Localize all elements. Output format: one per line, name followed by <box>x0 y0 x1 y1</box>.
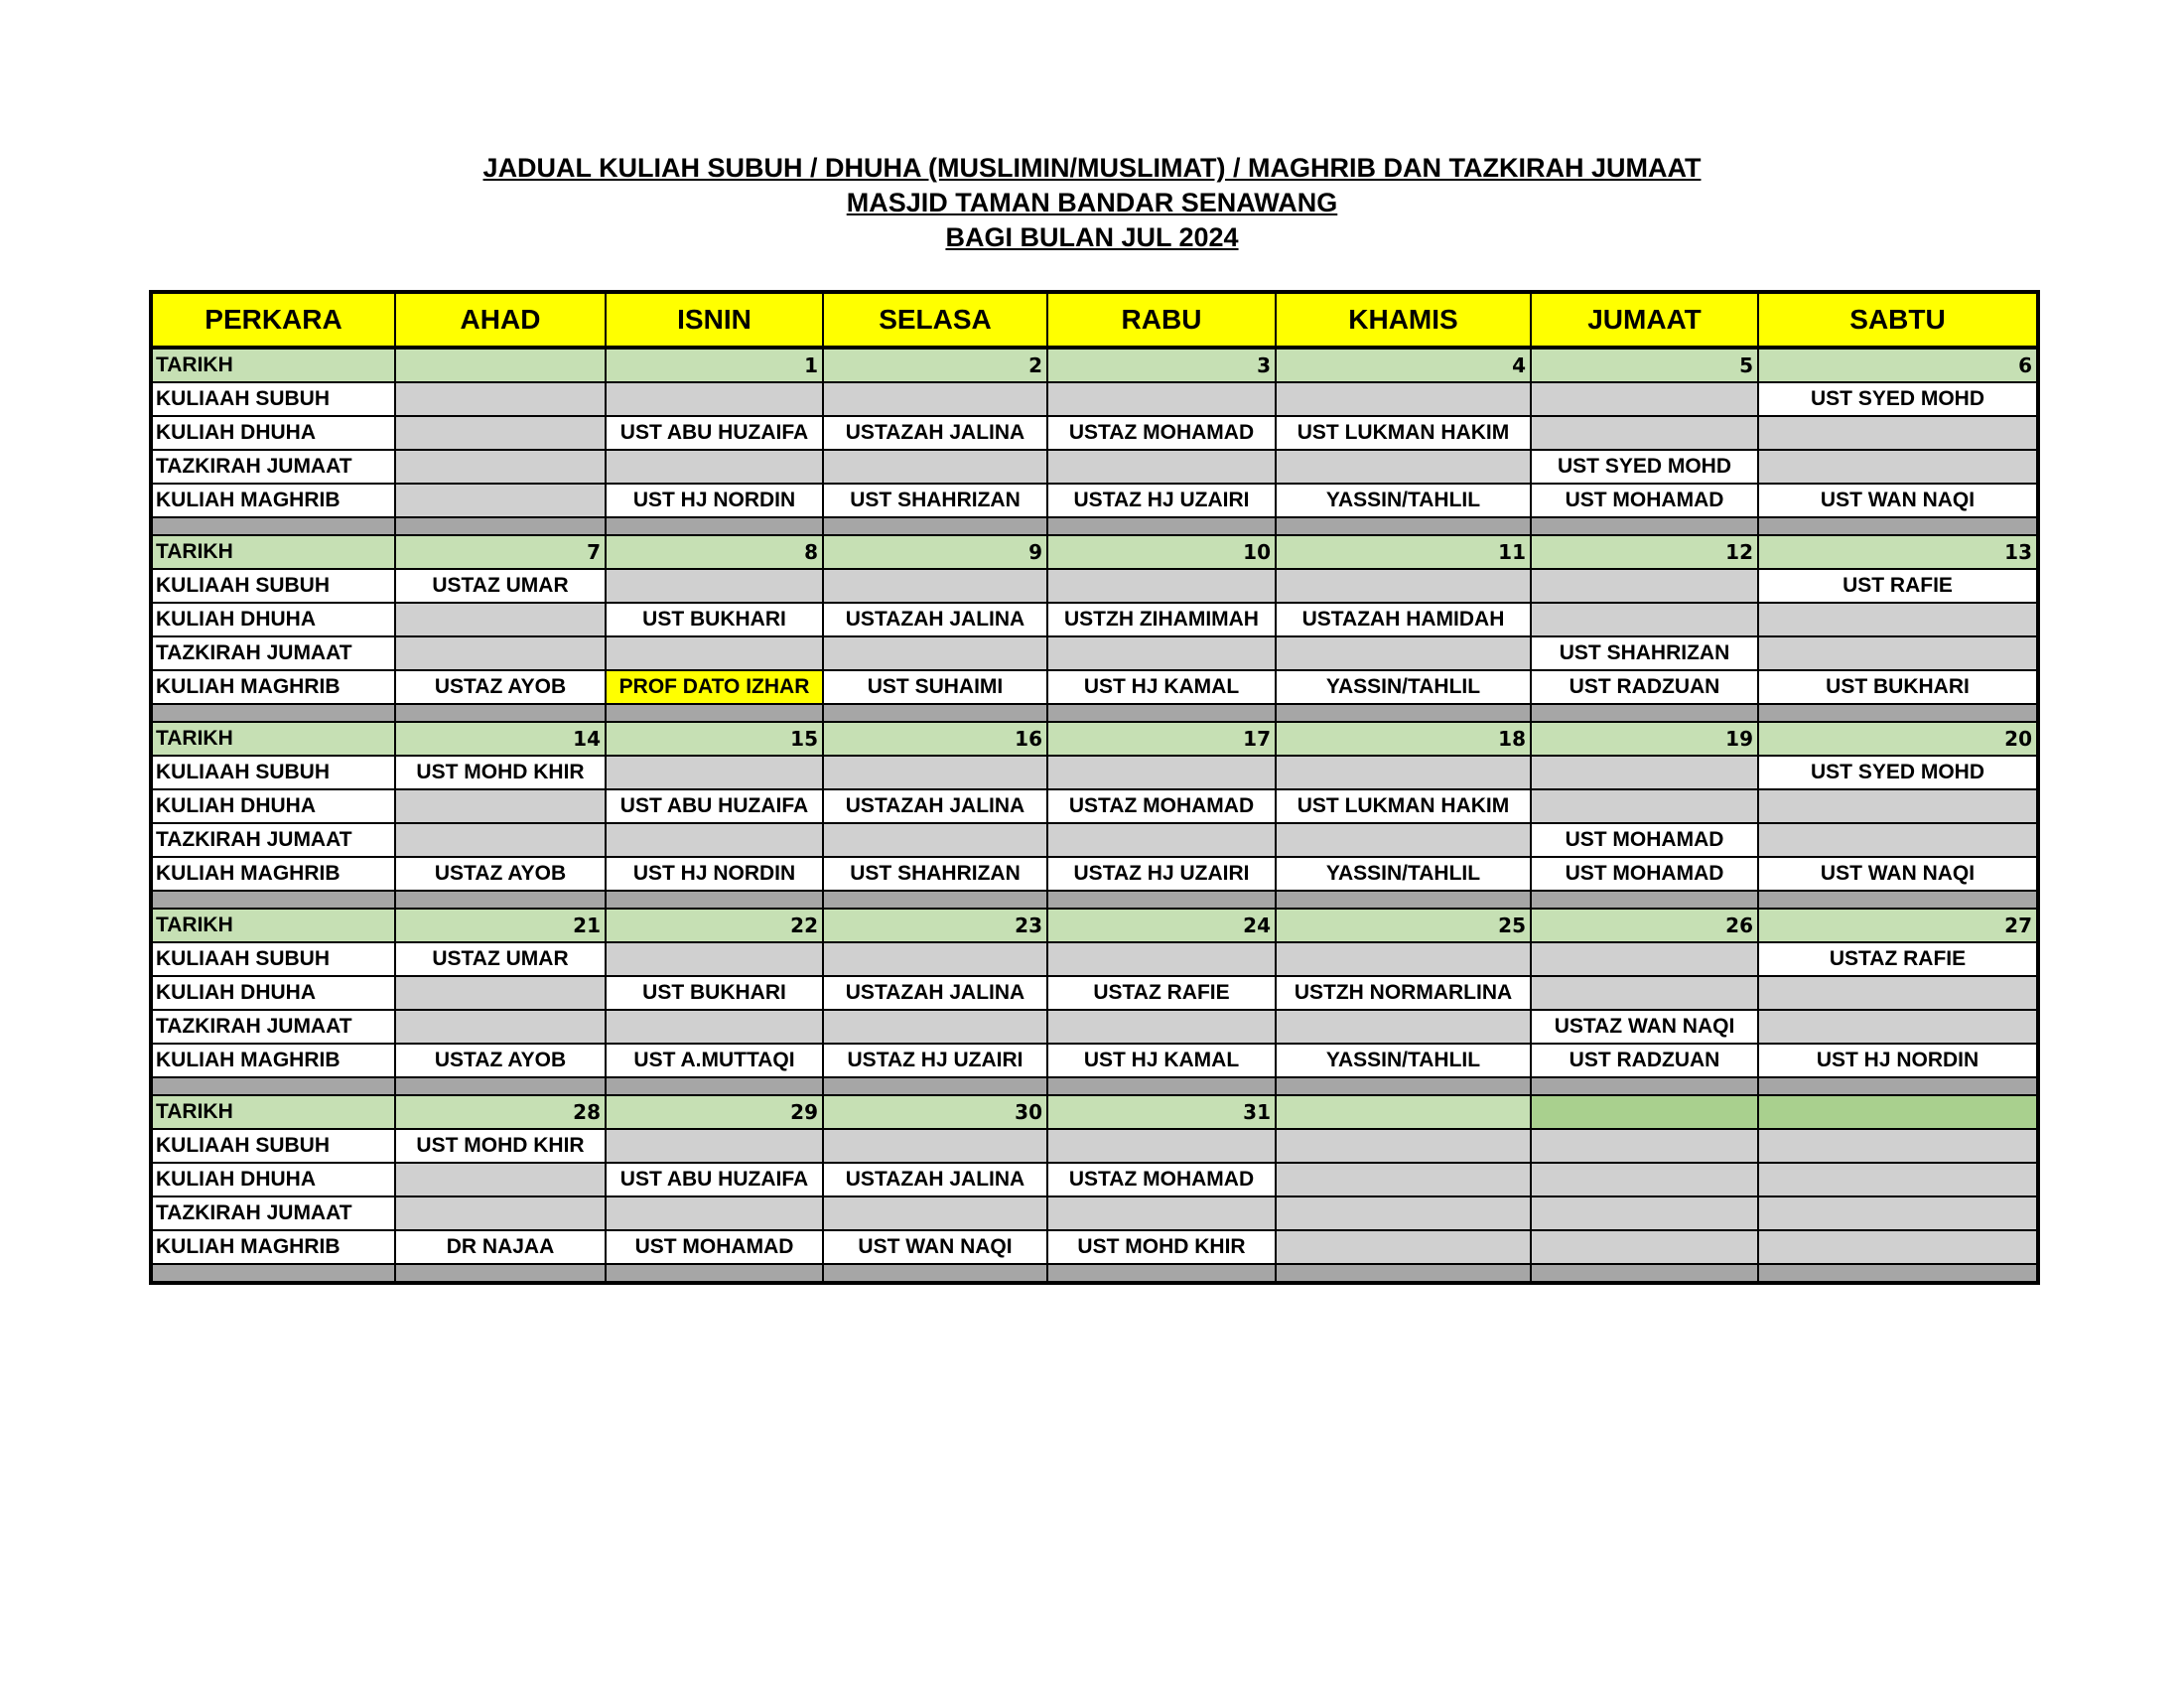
separator-cell <box>395 517 606 535</box>
speaker-cell <box>395 976 606 1010</box>
separator-cell <box>1047 517 1276 535</box>
speaker-cell <box>823 1010 1047 1044</box>
speaker-cell <box>1047 942 1276 976</box>
schedule-row <box>151 382 2038 416</box>
speaker-cell <box>606 1129 823 1163</box>
speaker-cell <box>1276 1163 1531 1196</box>
separator-cell <box>151 891 395 909</box>
speaker-cell <box>1276 756 1531 789</box>
schedule-row <box>151 823 2038 857</box>
speaker-cell <box>1276 1230 1531 1264</box>
speaker-cell <box>1758 603 2038 636</box>
header-isnin: ISNIN <box>606 292 823 348</box>
speaker-cell: USTAZAH JALINA <box>823 1163 1047 1196</box>
speaker-cell: UST WAN NAQI <box>1758 484 2038 517</box>
date-cell: 16 <box>823 722 1047 756</box>
speaker-cell: UST MOHD KHIR <box>1047 1230 1276 1264</box>
speaker-cell <box>1531 1196 1758 1230</box>
speaker-cell <box>395 382 606 416</box>
speaker-cell <box>1758 1230 2038 1264</box>
speaker-cell: YASSIN/TAHLIL <box>1276 670 1531 704</box>
speaker-cell <box>395 823 606 857</box>
speaker-cell <box>395 789 606 823</box>
speaker-cell: UST RADZUAN <box>1531 1044 1758 1077</box>
date-row-label: TARIKH <box>151 348 395 382</box>
header-selasa: SELASA <box>823 292 1047 348</box>
date-cell: 4 <box>1276 348 1531 382</box>
speaker-cell: UST SYED MOHD <box>1758 756 2038 789</box>
schedule-row <box>151 976 2038 1010</box>
title-line-1: JADUAL KULIAH SUBUH / DHUHA (MUSLIMIN/MUSLIMAT) / MAGHRIB DAN TAZKIRAH JUMAAT <box>482 153 1702 183</box>
speaker-cell <box>1047 450 1276 484</box>
date-cell: 21 <box>395 909 606 942</box>
date-cell: 5 <box>1531 348 1758 382</box>
date-row-label: TARIKH <box>151 1095 395 1129</box>
speaker-cell: USTAZ UMAR <box>395 942 606 976</box>
speaker-cell <box>823 1196 1047 1230</box>
document-title-block <box>149 151 2035 255</box>
separator-cell <box>1758 1077 2038 1095</box>
speaker-cell: UST HJ NORDIN <box>1758 1044 2038 1077</box>
speaker-cell <box>1758 976 2038 1010</box>
speaker-cell: USTAZAH JALINA <box>823 603 1047 636</box>
activity-label: KULIAAH SUBUH <box>151 942 395 976</box>
separator-cell <box>606 1264 823 1283</box>
date-cell: 12 <box>1531 535 1758 569</box>
speaker-cell <box>395 1196 606 1230</box>
speaker-cell <box>1531 382 1758 416</box>
speaker-cell: USTAZ AYOB <box>395 857 606 891</box>
separator-cell <box>606 1077 823 1095</box>
schedule-row <box>151 1196 2038 1230</box>
date-cell: 15 <box>606 722 823 756</box>
activity-label: KULIAH DHUHA <box>151 603 395 636</box>
activity-label: KULIAH DHUHA <box>151 416 395 450</box>
speaker-cell: UST HJ KAMAL <box>1047 1044 1276 1077</box>
schedule-row <box>151 603 2038 636</box>
speaker-cell: UST RADZUAN <box>1531 670 1758 704</box>
speaker-cell <box>1758 1010 2038 1044</box>
week-separator <box>151 891 2038 909</box>
speaker-cell: UST SUHAIMI <box>823 670 1047 704</box>
week-separator <box>151 1264 2038 1283</box>
speaker-cell: DR NAJAA <box>395 1230 606 1264</box>
date-cell: 26 <box>1531 909 1758 942</box>
speaker-cell <box>823 756 1047 789</box>
speaker-cell: USTAZ HJ UZAIRI <box>1047 484 1276 517</box>
speaker-cell <box>606 569 823 603</box>
separator-cell <box>1758 891 2038 909</box>
separator-cell <box>151 517 395 535</box>
date-row <box>151 348 2038 382</box>
speaker-cell <box>1531 1230 1758 1264</box>
schedule-row <box>151 1010 2038 1044</box>
schedule-row <box>151 636 2038 670</box>
speaker-cell: USTAZ RAFIE <box>1758 942 2038 976</box>
speaker-cell: USTAZ AYOB <box>395 670 606 704</box>
speaker-cell: UST BUKHARI <box>606 603 823 636</box>
schedule-row <box>151 1163 2038 1196</box>
date-cell: 31 <box>1047 1095 1276 1129</box>
speaker-cell <box>1276 1129 1531 1163</box>
date-cell: 8 <box>606 535 823 569</box>
separator-cell <box>606 517 823 535</box>
separator-cell <box>1531 517 1758 535</box>
speaker-cell <box>1276 942 1531 976</box>
speaker-cell <box>606 942 823 976</box>
separator-cell <box>1531 1077 1758 1095</box>
separator-cell <box>823 704 1047 722</box>
speaker-cell <box>395 416 606 450</box>
speaker-cell <box>1531 942 1758 976</box>
separator-cell <box>1276 517 1531 535</box>
speaker-cell: UST WAN NAQI <box>1758 857 2038 891</box>
speaker-cell <box>1276 569 1531 603</box>
speaker-cell <box>395 1163 606 1196</box>
header-perkara: PERKARA <box>151 292 395 348</box>
activity-label: TAZKIRAH JUMAAT <box>151 1010 395 1044</box>
speaker-cell <box>606 1010 823 1044</box>
date-cell: 2 <box>823 348 1047 382</box>
schedule-row <box>151 1230 2038 1264</box>
separator-cell <box>1276 704 1531 722</box>
speaker-cell: USTAZ AYOB <box>395 1044 606 1077</box>
speaker-cell <box>606 756 823 789</box>
speaker-cell: UST ABU HUZAIFA <box>606 1163 823 1196</box>
schedule-row <box>151 942 2038 976</box>
separator-cell <box>1531 891 1758 909</box>
separator-cell <box>823 1264 1047 1283</box>
speaker-cell <box>1047 756 1276 789</box>
date-cell: 10 <box>1047 535 1276 569</box>
activity-label: KULIAAH SUBUH <box>151 569 395 603</box>
header-sabtu: SABTU <box>1758 292 2038 348</box>
speaker-cell <box>606 382 823 416</box>
speaker-cell <box>1531 789 1758 823</box>
separator-cell <box>823 891 1047 909</box>
speaker-cell: USTAZAH JALINA <box>823 976 1047 1010</box>
separator-cell <box>395 1077 606 1095</box>
speaker-cell: UST ABU HUZAIFA <box>606 789 823 823</box>
speaker-cell <box>1758 1163 2038 1196</box>
activity-label: KULIAAH SUBUH <box>151 1129 395 1163</box>
speaker-cell <box>1276 450 1531 484</box>
speaker-cell <box>395 636 606 670</box>
speaker-cell: UST SHAHRIZAN <box>823 484 1047 517</box>
speaker-cell <box>1047 1010 1276 1044</box>
speaker-cell <box>1531 416 1758 450</box>
separator-cell <box>1758 517 2038 535</box>
speaker-cell <box>1047 1129 1276 1163</box>
separator-cell <box>1276 891 1531 909</box>
activity-label: KULIAH MAGHRIB <box>151 670 395 704</box>
speaker-cell: USTAZ MOHAMAD <box>1047 416 1276 450</box>
schedule-row <box>151 857 2038 891</box>
speaker-cell <box>1047 1196 1276 1230</box>
activity-label: KULIAH MAGHRIB <box>151 484 395 517</box>
speaker-cell <box>1531 976 1758 1010</box>
activity-label: KULIAAH SUBUH <box>151 382 395 416</box>
speaker-cell <box>606 1196 823 1230</box>
date-cell: 3 <box>1047 348 1276 382</box>
week-separator <box>151 517 2038 535</box>
date-cell: 17 <box>1047 722 1276 756</box>
date-cell: 28 <box>395 1095 606 1129</box>
speaker-cell <box>823 1129 1047 1163</box>
date-cell <box>1531 1095 1758 1129</box>
speaker-cell <box>395 450 606 484</box>
date-row-label: TARIKH <box>151 535 395 569</box>
speaker-cell: UST SYED MOHD <box>1531 450 1758 484</box>
speaker-cell: UST MOHD KHIR <box>395 756 606 789</box>
speaker-cell <box>606 450 823 484</box>
date-cell: 19 <box>1531 722 1758 756</box>
date-row <box>151 909 2038 942</box>
speaker-cell <box>1047 382 1276 416</box>
date-cell: 23 <box>823 909 1047 942</box>
date-cell: 13 <box>1758 535 2038 569</box>
speaker-cell: USTAZAH JALINA <box>823 416 1047 450</box>
date-cell: 11 <box>1276 535 1531 569</box>
date-cell: 24 <box>1047 909 1276 942</box>
header-row <box>151 292 2038 348</box>
date-cell <box>395 348 606 382</box>
speaker-cell <box>823 569 1047 603</box>
separator-cell <box>1047 891 1276 909</box>
separator-cell <box>823 1077 1047 1095</box>
speaker-cell: USTAZAH HAMIDAH <box>1276 603 1531 636</box>
speaker-cell: UST SYED MOHD <box>1758 382 2038 416</box>
date-cell: 22 <box>606 909 823 942</box>
separator-cell <box>823 517 1047 535</box>
separator-cell <box>606 891 823 909</box>
separator-cell <box>1758 1264 2038 1283</box>
date-cell: 6 <box>1758 348 2038 382</box>
activity-label: KULIAH MAGHRIB <box>151 1230 395 1264</box>
activity-label: KULIAH DHUHA <box>151 789 395 823</box>
separator-cell <box>151 1077 395 1095</box>
activity-label: TAZKIRAH JUMAAT <box>151 450 395 484</box>
speaker-cell <box>823 636 1047 670</box>
speaker-cell: UST LUKMAN HAKIM <box>1276 416 1531 450</box>
separator-cell <box>1047 1077 1276 1095</box>
date-row-label: TARIKH <box>151 722 395 756</box>
schedule-row <box>151 416 2038 450</box>
speaker-cell <box>823 942 1047 976</box>
speaker-cell: UST MOHAMAD <box>606 1230 823 1264</box>
activity-label: TAZKIRAH JUMAAT <box>151 1196 395 1230</box>
activity-label: KULIAAH SUBUH <box>151 756 395 789</box>
speaker-cell: UST WAN NAQI <box>823 1230 1047 1264</box>
date-cell: 7 <box>395 535 606 569</box>
activity-label: KULIAH MAGHRIB <box>151 857 395 891</box>
speaker-cell: YASSIN/TAHLIL <box>1276 857 1531 891</box>
speaker-cell <box>1531 756 1758 789</box>
speaker-cell: USTAZ MOHAMAD <box>1047 789 1276 823</box>
speaker-cell <box>1758 1196 2038 1230</box>
separator-cell <box>395 1264 606 1283</box>
speaker-cell <box>823 823 1047 857</box>
speaker-cell <box>395 1010 606 1044</box>
speaker-cell: UST BUKHARI <box>1758 670 2038 704</box>
header-jumaat: JUMAAT <box>1531 292 1758 348</box>
separator-cell <box>606 704 823 722</box>
speaker-cell: USTAZ MOHAMAD <box>1047 1163 1276 1196</box>
date-cell: 20 <box>1758 722 2038 756</box>
separator-cell <box>1047 1264 1276 1283</box>
speaker-cell <box>1047 636 1276 670</box>
speaker-cell: USTAZ RAFIE <box>1047 976 1276 1010</box>
date-cell: 27 <box>1758 909 2038 942</box>
speaker-cell: UST MOHD KHIR <box>395 1129 606 1163</box>
speaker-cell: YASSIN/TAHLIL <box>1276 484 1531 517</box>
speaker-cell: YASSIN/TAHLIL <box>1276 1044 1531 1077</box>
activity-label: TAZKIRAH JUMAAT <box>151 823 395 857</box>
separator-cell <box>395 704 606 722</box>
speaker-cell <box>1531 1163 1758 1196</box>
speaker-cell <box>1276 382 1531 416</box>
speaker-cell: USTZH ZIHAMIMAH <box>1047 603 1276 636</box>
speaker-cell: USTAZ HJ UZAIRI <box>1047 857 1276 891</box>
speaker-cell <box>823 450 1047 484</box>
schedule-row <box>151 1129 2038 1163</box>
separator-cell <box>1276 1077 1531 1095</box>
separator-cell <box>151 704 395 722</box>
header-rabu: RABU <box>1047 292 1276 348</box>
activity-label: KULIAH MAGHRIB <box>151 1044 395 1077</box>
speaker-cell: UST LUKMAN HAKIM <box>1276 789 1531 823</box>
speaker-cell: UST ABU HUZAIFA <box>606 416 823 450</box>
separator-cell <box>1047 704 1276 722</box>
speaker-cell <box>1276 823 1531 857</box>
speaker-cell <box>1047 569 1276 603</box>
date-row <box>151 535 2038 569</box>
date-cell: 18 <box>1276 722 1531 756</box>
speaker-cell <box>1758 789 2038 823</box>
speaker-cell <box>1758 450 2038 484</box>
schedule-table <box>149 290 2040 1285</box>
date-row <box>151 722 2038 756</box>
speaker-cell: UST MOHAMAD <box>1531 823 1758 857</box>
week-separator <box>151 1077 2038 1095</box>
header-khamis: KHAMIS <box>1276 292 1531 348</box>
speaker-cell <box>1758 416 2038 450</box>
speaker-cell <box>1758 823 2038 857</box>
speaker-cell <box>1531 569 1758 603</box>
speaker-cell <box>606 823 823 857</box>
speaker-cell: UST HJ NORDIN <box>606 484 823 517</box>
separator-cell <box>1276 1264 1531 1283</box>
speaker-cell: UST SHAHRIZAN <box>1531 636 1758 670</box>
separator-cell <box>1758 704 2038 722</box>
separator-cell <box>151 1264 395 1283</box>
week-separator <box>151 704 2038 722</box>
speaker-cell: UST MOHAMAD <box>1531 484 1758 517</box>
speaker-cell <box>395 484 606 517</box>
schedule-row <box>151 670 2038 704</box>
speaker-cell: UST MOHAMAD <box>1531 857 1758 891</box>
speaker-cell: PROF DATO IZHAR <box>606 670 823 704</box>
schedule-row <box>151 789 2038 823</box>
speaker-cell: USTAZAH JALINA <box>823 789 1047 823</box>
speaker-cell: USTAZ UMAR <box>395 569 606 603</box>
date-cell: 29 <box>606 1095 823 1129</box>
speaker-cell: UST A.MUTTAQI <box>606 1044 823 1077</box>
speaker-cell: USTZH NORMARLINA <box>1276 976 1531 1010</box>
date-cell: 25 <box>1276 909 1531 942</box>
header-ahad: AHAD <box>395 292 606 348</box>
date-cell: 14 <box>395 722 606 756</box>
speaker-cell <box>1276 1196 1531 1230</box>
speaker-cell <box>1758 636 2038 670</box>
speaker-cell <box>1276 1010 1531 1044</box>
date-row <box>151 1095 2038 1129</box>
date-cell: 30 <box>823 1095 1047 1129</box>
activity-label: KULIAH DHUHA <box>151 976 395 1010</box>
speaker-cell: UST RAFIE <box>1758 569 2038 603</box>
date-cell <box>1276 1095 1531 1129</box>
schedule-row <box>151 450 2038 484</box>
speaker-cell: UST BUKHARI <box>606 976 823 1010</box>
speaker-cell <box>1531 1129 1758 1163</box>
speaker-cell: USTAZ WAN NAQI <box>1531 1010 1758 1044</box>
schedule-row <box>151 484 2038 517</box>
separator-cell <box>395 891 606 909</box>
speaker-cell <box>395 603 606 636</box>
date-cell: 1 <box>606 348 823 382</box>
speaker-cell <box>1276 636 1531 670</box>
title-line-2: MASJID TAMAN BANDAR SENAWANG <box>846 188 1338 217</box>
date-cell: 9 <box>823 535 1047 569</box>
speaker-cell <box>1758 1129 2038 1163</box>
schedule-row <box>151 756 2038 789</box>
speaker-cell: USTAZ HJ UZAIRI <box>823 1044 1047 1077</box>
speaker-cell <box>606 636 823 670</box>
date-cell <box>1758 1095 2038 1129</box>
speaker-cell: UST HJ NORDIN <box>606 857 823 891</box>
speaker-cell: UST HJ KAMAL <box>1047 670 1276 704</box>
separator-cell <box>1531 1264 1758 1283</box>
speaker-cell: UST SHAHRIZAN <box>823 857 1047 891</box>
activity-label: TAZKIRAH JUMAAT <box>151 636 395 670</box>
date-row-label: TARIKH <box>151 909 395 942</box>
schedule-row <box>151 569 2038 603</box>
schedule-row <box>151 1044 2038 1077</box>
title-line-3: BAGI BULAN JUL 2024 <box>945 222 1239 252</box>
speaker-cell <box>1531 603 1758 636</box>
activity-label: KULIAH DHUHA <box>151 1163 395 1196</box>
speaker-cell <box>823 382 1047 416</box>
separator-cell <box>1531 704 1758 722</box>
speaker-cell <box>1047 823 1276 857</box>
